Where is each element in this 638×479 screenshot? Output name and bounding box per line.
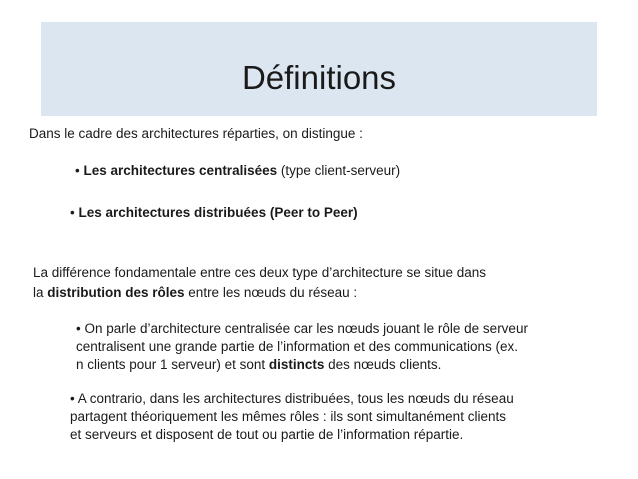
point2-line-3: et serveurs et disposent de tout ou partie de l’information répartie. <box>70 427 464 442</box>
difference-prefix: la <box>33 285 48 300</box>
point1-line-3 <box>76 355 441 375</box>
difference-line-2 <box>33 283 357 303</box>
point1-line-1: • On parle d’architecture centralisée car les nœuds jouant le rôle de serveur <box>76 321 528 336</box>
difference-line-1: La différence fondamentale entre ces deux type d’architecture se situe dans <box>33 265 487 280</box>
list-item-distributed <box>70 203 358 223</box>
list-item-centralized <box>75 161 400 181</box>
distributed-label: Les architectures distribuées (Peer to Peer) <box>78 205 358 220</box>
point1-suffix: des nœuds clients. <box>324 357 442 372</box>
point2-line-2: partagent théoriquement les mêmes rôles : ils sont simultanément clients <box>70 409 506 424</box>
centralized-label: Les architectures centralisées <box>83 163 278 178</box>
difference-suffix: entre les nœuds du réseau : <box>184 285 358 300</box>
title-banner <box>41 22 597 116</box>
centralized-detail: (type client-serveur) <box>277 163 401 178</box>
point1-emphasis: distincts <box>268 357 325 372</box>
bullet: • <box>75 163 80 178</box>
point2-line-1: • A contrario, dans les architectures distribuées, tous les nœuds du réseau <box>70 391 514 406</box>
difference-emphasis: distribution des rôles <box>47 285 185 300</box>
intro-text: Dans le cadre des architectures réparties, on distingue : <box>29 126 363 141</box>
page-title: Définitions <box>241 59 397 96</box>
bullet: • <box>70 205 75 220</box>
point1-prefix: n clients pour 1 serveur) et sont <box>76 357 269 372</box>
point1-line-2: centralisent une grande partie de l’information et des communications (ex. <box>76 339 518 354</box>
